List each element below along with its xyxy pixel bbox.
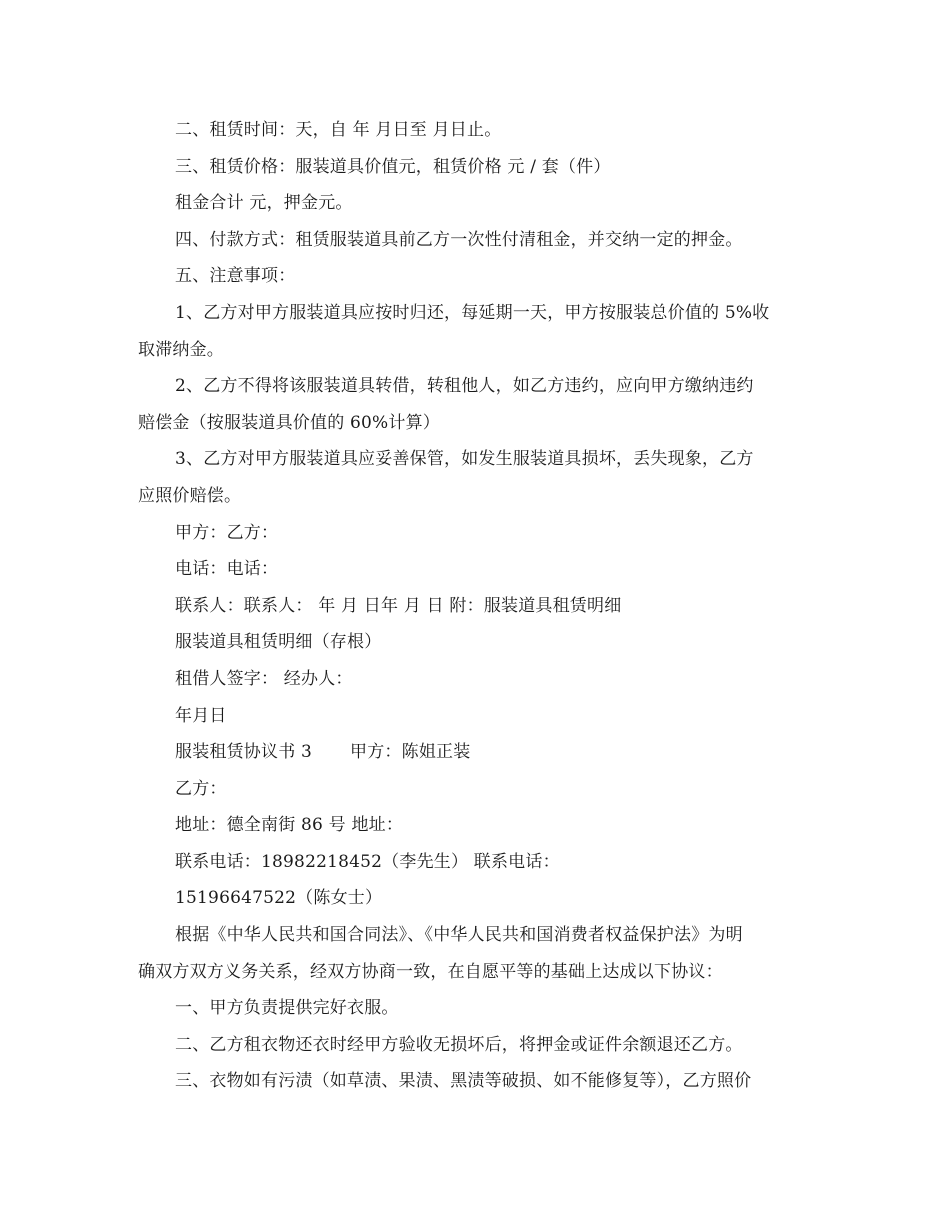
paragraph-line: 一、甲方负责提供完好衣服。 (175, 998, 399, 1019)
document-body (138, 112, 814, 1100)
paragraph-line: 租金合计 元，押金元。 (175, 193, 353, 214)
paragraph-line: 根据《中华人民共和国合同法》、《中华人民共和国消费者权益保护法》为明 (175, 925, 743, 946)
paragraph-line: 租借人签字： 经办人： (175, 668, 353, 689)
paragraph-line: 赔偿金（按服装道具价值的 60%计算） (138, 412, 440, 433)
paragraph-line: 三、衣物如有污渍（如草渍、果渍、黑渍等破损、如不能修复等），乙方照价 (175, 1071, 752, 1092)
paragraph-line: 甲方：乙方： (175, 522, 279, 543)
paragraph-line: 取滞纳金。 (138, 339, 224, 360)
paragraph-line: 四、付款方式：租赁服装道具前乙方一次性付清租金，并交纳一定的押金。 (175, 229, 743, 250)
paragraph-line: 地址：德全南街 86 号 地址： (175, 815, 404, 836)
paragraph-line (138, 734, 814, 771)
paragraph-line: 电话：电话： (175, 559, 279, 580)
paragraph-line: 应照价赔偿。 (138, 485, 242, 506)
party-a-label: 甲方：陈姐正装 (350, 742, 471, 763)
paragraph-line: 三、租赁价格：服装道具价值元，租赁价格 元 / 套（件） (175, 156, 611, 177)
paragraph-line: 1、乙方对甲方服装道具应按时归还，每延期一天，甲方按服装总价值的 5%收 (175, 302, 770, 323)
paragraph-line: 联系人：联系人： 年 月 日年 月 日 附：服装道具租赁明细 (175, 595, 622, 616)
paragraph-line: 15196647522（陈女士） (175, 888, 383, 909)
paragraph-line: 乙方： (175, 778, 227, 799)
paragraph-line: 3、乙方对甲方服装道具应妥善保管，如发生服装道具损坏，丢失现象，乙方 (175, 449, 754, 470)
paragraph-line: 年月日 (175, 705, 227, 726)
paragraph-line: 2、乙方不得将该服装道具转借，转租他人，如乙方违约，应向甲方缴纳违约 (175, 376, 754, 397)
paragraph-line: 二、乙方租衣物还衣时经甲方验收无损坏后，将押金或证件余额退还乙方。 (175, 1034, 743, 1055)
paragraph-line: 联系电话：18982218452（李先生） 联系电话： (175, 851, 560, 872)
paragraph-line: 确双方双方义务关系，经双方协商一致，在自愿平等的基础上达成以下协议： (138, 961, 723, 982)
agreement-title: 服装租赁协议书 3 (175, 742, 313, 763)
paragraph-line: 五、注意事项： (175, 266, 296, 287)
paragraph-line: 服装道具租赁明细（存根） (175, 632, 382, 653)
paragraph-line: 二、租赁时间：天，自 年 月日至 月日止。 (175, 120, 502, 140)
